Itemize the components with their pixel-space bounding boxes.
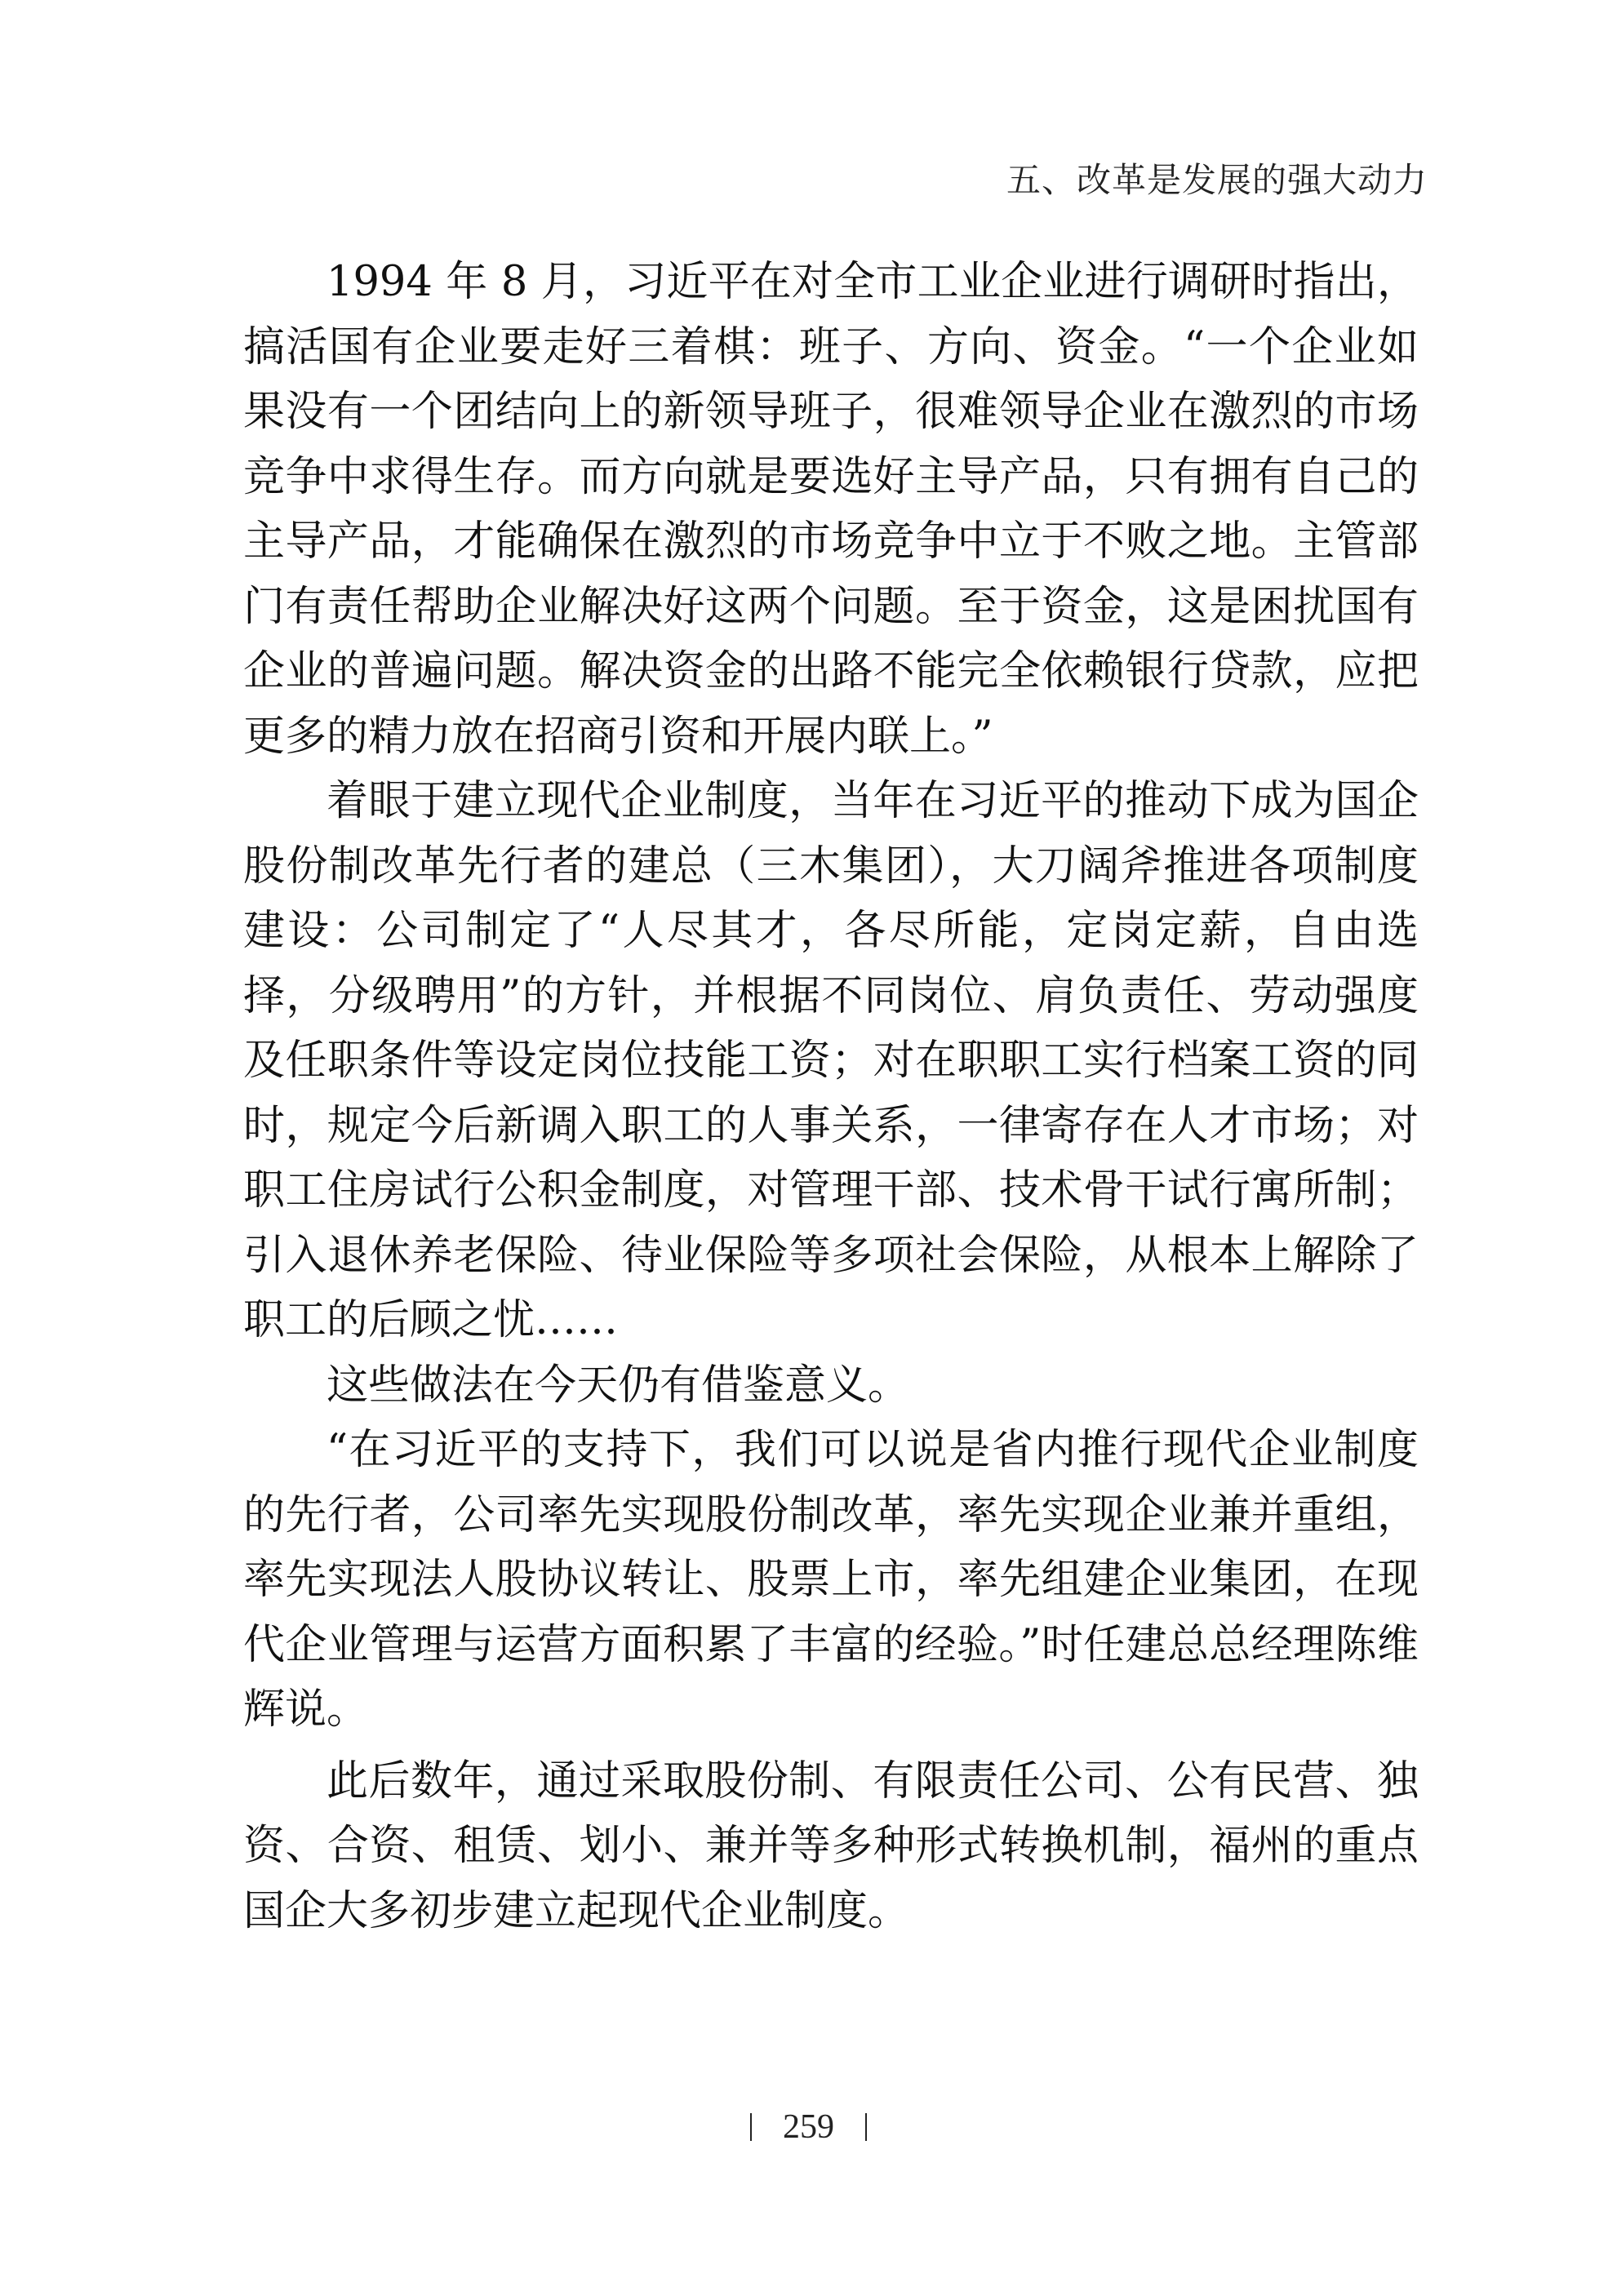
body-text [243, 250, 1419, 1943]
page-number: 259 [783, 2108, 834, 2146]
footer-rule-right [865, 2113, 867, 2141]
paragraph-2: 着眼于建立现代企业制度，当年在习近平的推动下成为国企股份制改革先行者的建总（三木集团），大刀阔斧推进各项制度建设：公司制定了“人尽其才，各尽所能，定岗定薪，自由选择，分级聘用”的方针，并根据不同岗位、肩负责任、劳动强度及任职条件等设定岗位技能工资；对在职职工实行档案工资的同时，规定今后新调入职工的人事关系，一律寄存在人才市场；对职工住房试行公积金制度，对管理干部、技术骨干试行寓所制；引入退休养老保险、待业保险等多项社会保险，从根本上解除了职工的后顾之忧…… [243, 777, 1419, 1344]
footer-rule-left [750, 2113, 752, 2141]
running-header: 五、改革是发展的强大动力 [1006, 160, 1428, 200]
paragraph-1: 1994 年 8 月，习近平在对全市工业企业进行调研时指出，搞活国有企业要走好三着棋：班子、方向、资金。“一个企业如果没有一个团结向上的新领导班子，很难领导企业在激烈的市场竞争中求得生存。而方向就是要选好主导产品，只有拥有自己的主导产品，才能确保在激烈的市场竞争中立于不败之地。主管部门有责任帮助企业解决好这两个问题。至于资金，这是困扰国有企业的普遍问题。解决资金的出路不能完全依赖银行贷款，应把更多的精力放在招商引资和开展内联上。” [243, 258, 1419, 761]
paragraph-5: 此后数年，通过采取股份制、有限责任公司、公有民营、独资、合资、租赁、划小、兼并等多种形式转换机制，福州的重点国企大多初步建立起现代企业制度。 [243, 1756, 1419, 1935]
page-footer [0, 2107, 1617, 2147]
paragraph-3: 这些做法在今天仍有借鉴意义。 [327, 1361, 910, 1410]
paragraph-4: “在习近平的支持下，我们可以说是省内推行现代企业制度的先行者，公司率先实现股份制改革，率先实现企业兼并重组，率先实现法人股协议转让、股票上市，率先组建企业集团，在现代企业管理与运营方面积累了丰富的经验。”时任建总总经理陈维辉说。 [243, 1426, 1419, 1734]
